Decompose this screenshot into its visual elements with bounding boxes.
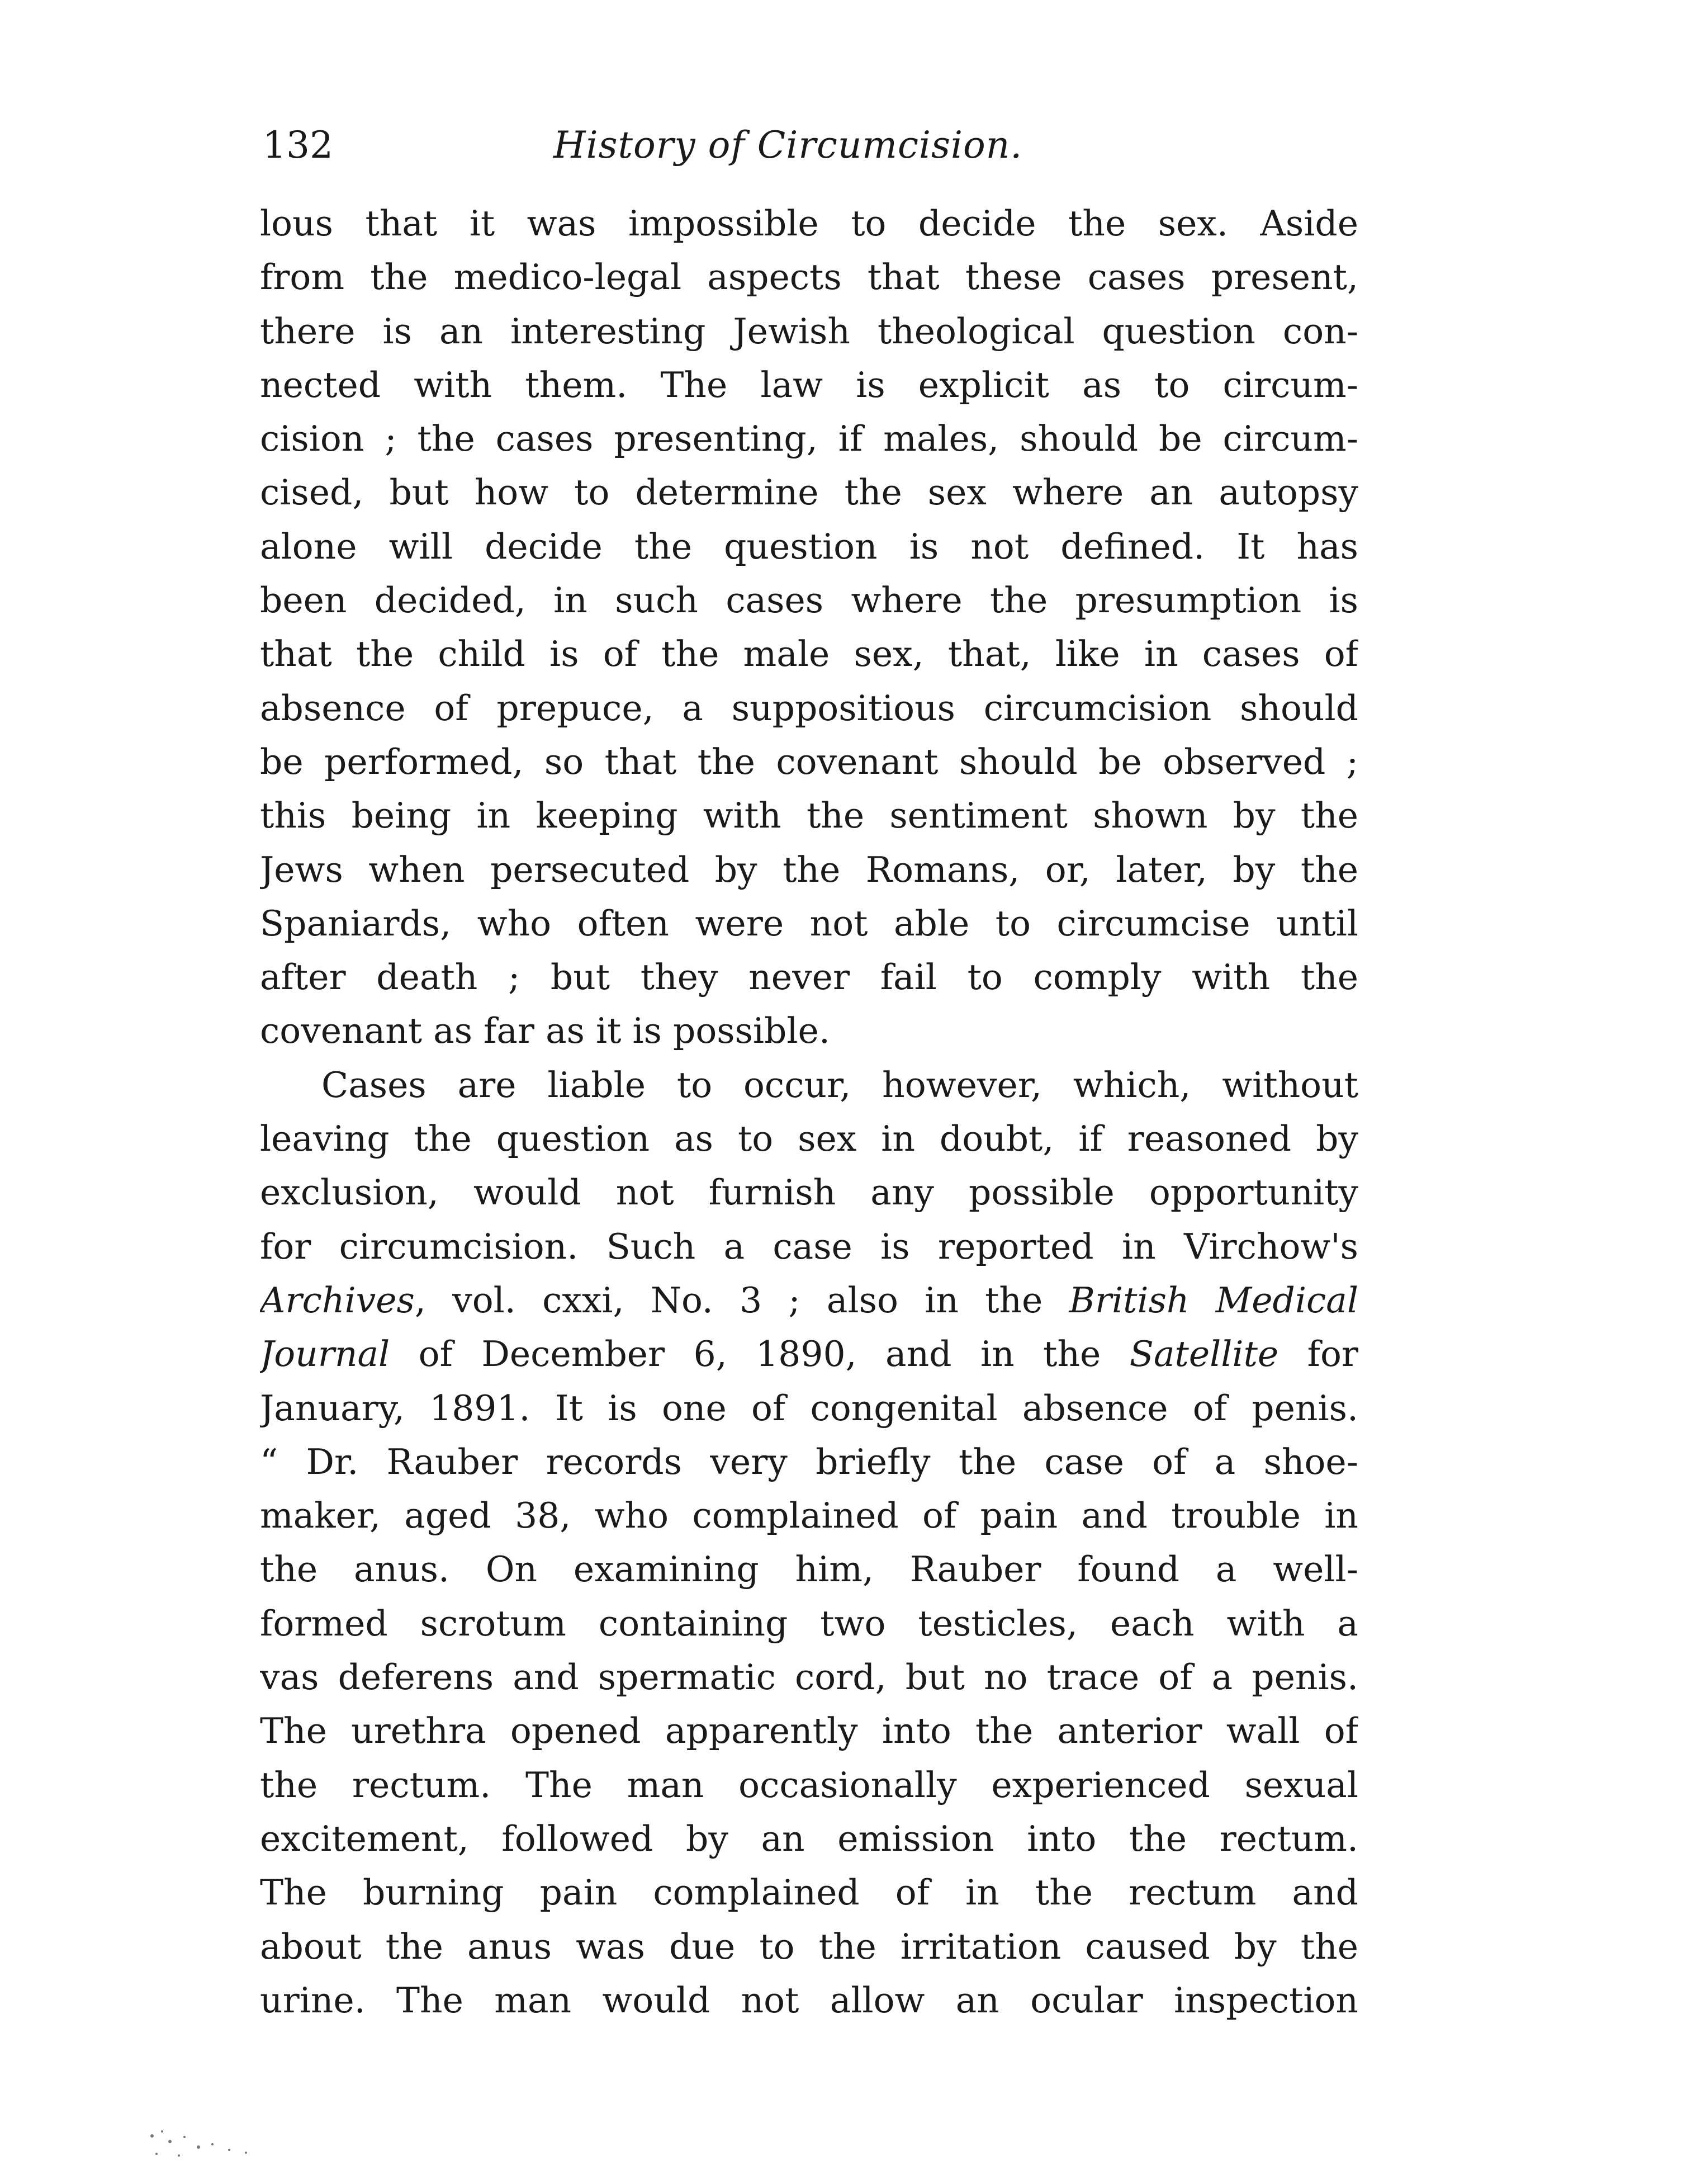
citation-satellite: Satellite <box>1129 1334 1279 1375</box>
text-line: from the medico-legal aspects that these cases present, <box>260 257 1358 298</box>
text-line: after death ; but they never fail to comply with the <box>260 957 1358 998</box>
text-line: leaving the question as to sex in doubt, if reasoned by <box>260 1118 1358 1160</box>
text-line: been decided, in such cases where the presumption is <box>260 580 1358 621</box>
text-line: covenant as far as it is possible. <box>260 1010 830 1052</box>
text-run: of December 6, 1890, and in the <box>390 1334 1130 1375</box>
text-line: nected with them. The law is explicit as to circum- <box>260 364 1358 405</box>
scan-specks <box>145 2125 279 2169</box>
text-line: Jews when persecuted by the Romans, or, later, by the <box>260 849 1358 890</box>
text-line <box>260 1274 1358 1327</box>
citation-archives: Archives <box>260 1279 415 1321</box>
text-line: there is an interesting Jewish theological question con- <box>260 310 1358 352</box>
citation-journal: Journal <box>260 1334 390 1375</box>
text-line: Spaniards, who often were not able to circumcise until <box>260 902 1358 944</box>
text-line: that the child is of the male sex, that, like in cases of <box>260 634 1358 675</box>
citation-british-medical: British Medical <box>1069 1279 1358 1321</box>
page-header <box>263 115 1361 176</box>
text-line: vas deferens and spermatic cord, but no trace of a penis. <box>260 1657 1358 1698</box>
text-run: , vol. cxxi, No. 3 ; also in the <box>414 1279 1069 1321</box>
text-run: for <box>1278 1334 1358 1375</box>
body-text <box>260 197 1358 2027</box>
paragraph-1 <box>260 197 1358 1058</box>
text-line: the anus. On examining him, Rauber found a well- <box>260 1549 1358 1590</box>
page-number: 132 <box>263 124 333 167</box>
text-line: exclusion, would not furnish any possible opportunity <box>260 1172 1358 1213</box>
running-title: History of Circumcision. <box>553 124 1023 167</box>
text-line: urine. The man would not allow an ocular inspection <box>260 1979 1358 2021</box>
text-line: alone will decide the question is not defined. It has <box>260 526 1358 567</box>
text-line <box>260 1327 1358 1381</box>
text-line: the rectum. The man occasionally experienced sexual <box>260 1764 1358 1805</box>
text-line: for circumcision. Such a case is reported in Virchow's <box>260 1226 1358 1267</box>
text-line: lous that it was impossible to decide the sex. Aside <box>260 203 1358 244</box>
text-line: about the anus was due to the irritation caused by the <box>260 1926 1358 1967</box>
text-line: cision ; the cases presenting, if males, should be circum- <box>260 418 1358 460</box>
text-line: maker, aged 38, who complained of pain and trouble in <box>260 1495 1358 1537</box>
text-line: The burning pain complained of in the rectum and <box>260 1872 1358 1913</box>
text-line: this being in keeping with the sentiment shown by the <box>260 795 1358 836</box>
text-line: January, 1891. It is one of congenital absence of penis. <box>260 1387 1358 1429</box>
paragraph-2 <box>260 1058 1358 2027</box>
text-line: excitement, followed by an emission into the rectum. <box>260 1818 1358 1859</box>
text-line: “ Dr. Rauber records very briefly the case of a shoe- <box>260 1441 1358 1482</box>
text-line: be performed, so that the covenant should be observed ; <box>260 741 1358 782</box>
text-line: Cases are liable to occur, however, which, without <box>321 1064 1358 1105</box>
text-line: The urethra opened apparently into the anterior wall of <box>260 1710 1358 1752</box>
text-line: absence of prepuce, a suppositious circumcision should <box>260 687 1358 729</box>
text-line: formed scrotum containing two testicles, each with a <box>260 1602 1358 1644</box>
text-line: cised, but how to determine the sex where an autopsy <box>260 472 1358 513</box>
